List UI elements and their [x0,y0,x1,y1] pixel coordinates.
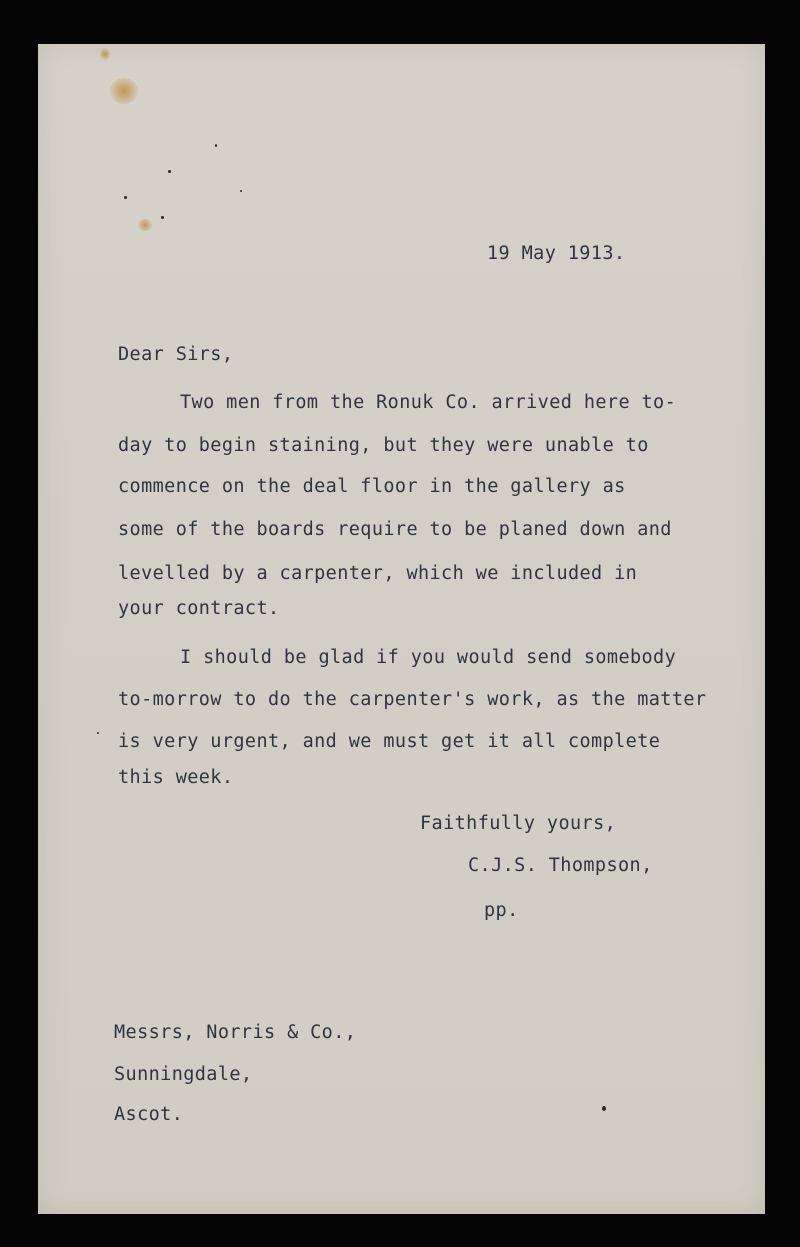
paper-speck [97,732,99,734]
letter-date: 19 May 1913. [487,243,626,264]
paper-speck [168,170,171,173]
letter-salutation: Dear Sirs, [118,344,234,365]
body-line: day to begin staining, but they were unable to [118,435,649,456]
body-line: your contract. [118,598,280,619]
paper-speck [240,190,242,192]
paper-speck [215,144,217,147]
recipient-line: Ascot. [114,1104,184,1125]
paper-stain [100,48,110,60]
letter-pp: pp. [484,900,519,921]
body-line: this week. [118,767,234,788]
recipient-line: Messrs, Norris & Co., [114,1022,357,1043]
paper-stain [138,219,152,231]
body-line: commence on the deal floor in the gallery as [118,476,626,497]
paper-stain [110,78,138,104]
body-line: is very urgent, and we must get it all complete [118,731,661,752]
letter-signatory: C.J.S. Thompson, [468,855,653,876]
letter-closing: Faithfully yours, [420,813,617,834]
body-line: Two men from the Ronuk Co. arrived here to- [180,392,677,413]
body-line: levelled by a carpenter, which we included in [118,563,638,584]
paper-speck [124,196,127,199]
body-line: to-morrow to do the carpenter's work, as the matter [118,689,707,710]
paper-speck [602,1106,606,1111]
paper-speck [161,216,164,219]
body-line: I should be glad if you would send somebody [180,647,677,668]
body-line: some of the boards require to be planed down and [118,519,672,540]
recipient-line: Sunningdale, [114,1064,253,1085]
